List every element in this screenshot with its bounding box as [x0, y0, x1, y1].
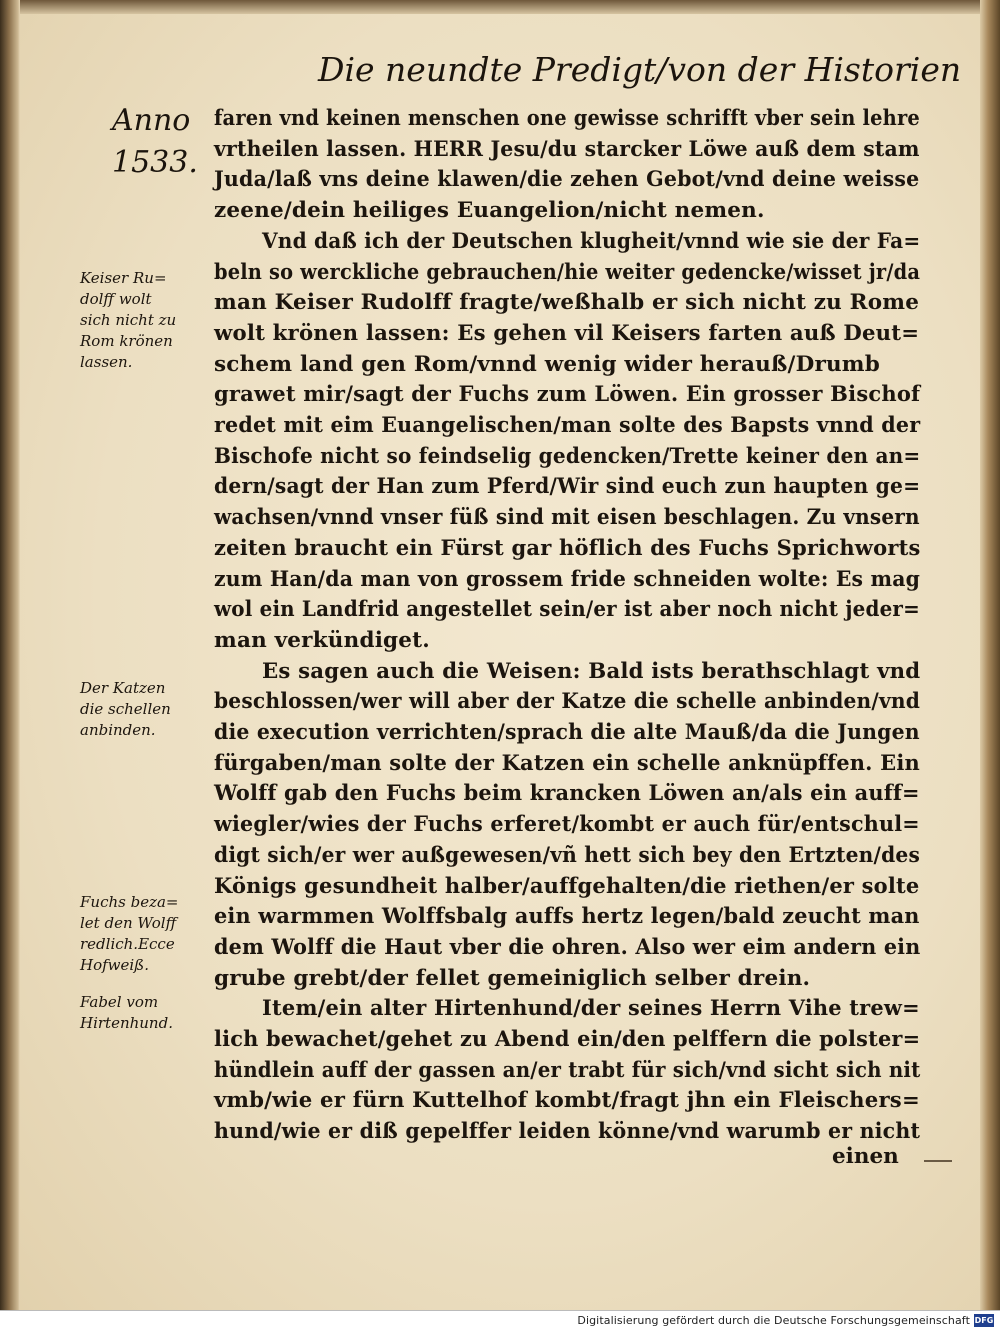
- book-spine: [0, 0, 20, 1310]
- body-line: hund/wie er diß gepelffer leiden könne/vnd warumb er nicht: [214, 1119, 921, 1145]
- body-line: Wolff gab den Fuchs beim krancken Löwen an/als ein auff=: [214, 781, 920, 807]
- body-line: zeene/dein heiliges Euangelion/nicht nemen.: [214, 198, 765, 224]
- margin-note-line: anbinden.: [80, 721, 156, 739]
- margin-note-line: sich nicht zu: [80, 311, 177, 329]
- body-line: zeiten braucht ein Fürst gar höflich des Fuchs Sprichworts: [214, 535, 921, 561]
- body-line: schem land gen Rom/vnnd wenig wider herauß/Drumb: [214, 351, 880, 377]
- book-top-edge: [0, 0, 1000, 14]
- body-line: wachsen/vnnd vnser füß sind mit eisen beschlagen. Zu vnsern: [214, 505, 920, 531]
- body-line: vrtheilen lassen. HERR Jesu/du starcker Löwe auß dem stam: [214, 136, 920, 162]
- margin-note-line: Fuchs beza=: [80, 893, 179, 911]
- body-line: lich bewachet/gehet zu Abend ein/den pelffern die polster=: [214, 1027, 921, 1052]
- body-line: Bischofe nicht so feindselig gedencken/Trette keiner den an=: [214, 443, 921, 469]
- body-line: zum Han/da man von grossem fride schneiden wolte: Es mag: [214, 566, 921, 592]
- margin-note-line: redlich.Ecce: [80, 935, 175, 953]
- running-head: Die neundte Predigt/von der Historien: [318, 50, 962, 89]
- body-line: ein warmmen Wolffsbalg auffs hertz legen/bald zeucht man: [214, 904, 920, 930]
- body-line: digt sich/er wer außgewesen/vñ hett sich bey den Ertzten/des: [214, 842, 921, 868]
- body-line: faren vnd keinen menschen one gewisse schrifft vber sein lehre: [214, 106, 920, 131]
- margin-note-line: let den Wolff: [80, 914, 177, 932]
- body-line: Es sagen auch die Weisen: Bald ists berathschlagt vnd: [262, 658, 921, 684]
- year-note: [112, 100, 198, 184]
- body-line: grube grebt/der fellet gemeiniglich selber drein.: [214, 965, 811, 991]
- body-line: wolt krönen lassen: Es gehen vil Keisers farten auß Deut=: [214, 320, 920, 346]
- year-note-line: 1533.: [112, 145, 198, 180]
- margin-note-line: Rom krönen: [80, 332, 173, 350]
- body-line: wiegler/wies der Fuchs erferet/kombt er auch für/entschul=: [214, 812, 920, 838]
- margin-note-line: Der Katzen: [80, 679, 166, 697]
- book-right-edge: [980, 0, 1000, 1310]
- footer-credit: Digitalisierung gefördert durch die Deutsche Forschungsgemeinschaft: [577, 1314, 970, 1327]
- body-line: beschlossen/wer will aber der Katze die schelle anbinden/vnd: [214, 689, 921, 715]
- footer-bar: [0, 1310, 1000, 1331]
- body-line: Vnd daß ich der Deutschen klugheit/vnnd wie sie der Fa=: [262, 228, 921, 254]
- margin-note-line: Keiser Ru=: [80, 269, 167, 287]
- body-line: man Keiser Rudolff fragte/weßhalb er sich nicht zu Rome: [214, 290, 920, 316]
- body-line: man verkündiget.: [214, 627, 430, 653]
- body-line: vmb/wie er fürn Kuttelhof kombt/fragt jhn ein Fleischers=: [214, 1088, 920, 1114]
- margin-note-line: Hirtenhund.: [80, 1014, 173, 1032]
- body-line: wol ein Landfrid angestellet sein/er ist aber noch nicht jeder=: [214, 597, 920, 623]
- body-line: die execution verrichten/sprach die alte Mauß/da die Jungen: [214, 720, 920, 745]
- margin-note-keiser-rudolff: [80, 268, 210, 373]
- margin-note-line: lassen.: [80, 353, 133, 371]
- body-line: Königs gesundheit halber/auffgehalten/die riethen/er solte: [214, 873, 920, 899]
- body-line: fürgaben/man solte der Katzen ein schelle anknüpffen. Ein: [214, 750, 920, 776]
- margin-note-katzen-schellen: [80, 678, 210, 741]
- body-line: Item/ein alter Hirtenhund/der seines Herrn Vihe trew=: [262, 996, 920, 1022]
- margin-note-line: Hofweiß.: [80, 956, 149, 974]
- margin-note-fuchs-bezahlt: [80, 892, 210, 976]
- margin-note-fabel-hirtenhund: [80, 992, 210, 1034]
- body-line: dern/sagt der Han zum Pferd/Wir sind euch zun haupten ge=: [214, 474, 921, 500]
- body-line: grawet mir/sagt der Fuchs zum Löwen. Ein grosser Bischof: [214, 382, 921, 408]
- margin-note-line: die schellen: [80, 700, 171, 718]
- dfg-logo-icon: DFG: [974, 1316, 994, 1325]
- body-line: beln so werckliche gebrauchen/hie weiter gedencke/wisset jr/da: [214, 259, 921, 285]
- body-line: Juda/laß vns deine klawen/die zehen Gebot/vnd deine weisse: [214, 167, 920, 193]
- body-line: hündlein auff der gassen an/er trabt für sich/vnd sicht sich nit: [214, 1057, 921, 1083]
- body-line: dem Wolff die Haut vber die ohren. Also wer eim andern ein: [214, 934, 921, 960]
- margin-note-line: Fabel vom: [80, 993, 159, 1011]
- body-line: redet mit eim Euangelischen/man solte des Bapsts vnnd der: [214, 413, 921, 438]
- page-mark: [924, 1160, 952, 1162]
- margin-note-line: dolff wolt: [80, 290, 152, 308]
- year-note-line: Anno: [112, 103, 191, 138]
- catchword: einen: [832, 1144, 899, 1169]
